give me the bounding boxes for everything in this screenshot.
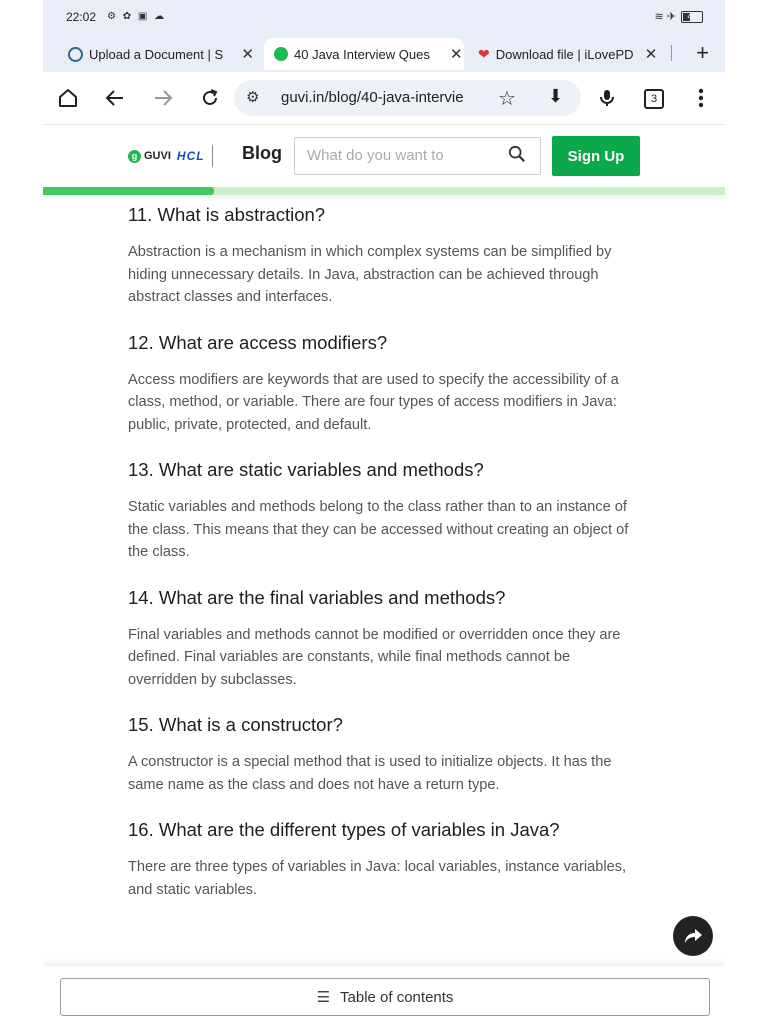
- question-heading: 13. What are static variables and methods?: [128, 459, 484, 480]
- browser-window: [43, 0, 725, 1024]
- notification-icons: ⚙ ✿ ▣ ☁: [107, 11, 167, 22]
- article-content: [128, 202, 638, 922]
- qa-section: [128, 202, 638, 309]
- home-button[interactable]: [56, 86, 80, 110]
- status-time: 22:02: [66, 10, 97, 24]
- battery-level: 40: [687, 11, 697, 21]
- network-icons: ≋ ✈: [654, 11, 676, 23]
- answer-text: A constructor is a special method that is used to initialize objects. It has the same name as the class and does not have a return type.: [128, 754, 612, 793]
- tab-ilovepdf[interactable]: [478, 38, 663, 70]
- guvi-favicon-icon: [274, 47, 288, 61]
- list-icon: ☰: [316, 989, 331, 1006]
- sign-up-button[interactable]: Sign Up: [552, 136, 640, 176]
- tab-java-interview[interactable]: [264, 38, 464, 70]
- menu-button[interactable]: [689, 86, 713, 110]
- hcl-brand: HCL: [176, 149, 205, 163]
- voice-search-button[interactable]: [595, 86, 619, 110]
- forward-button[interactable]: [151, 86, 175, 110]
- back-arrow-icon: [105, 88, 125, 108]
- logo-divider: [212, 145, 213, 167]
- qa-section: [128, 817, 638, 901]
- forward-arrow-icon: [153, 88, 173, 108]
- home-icon: [58, 88, 78, 108]
- browser-toolbar: [43, 72, 725, 125]
- search-placeholder: What do you want to: [307, 147, 444, 164]
- guvi-logo-icon: g: [128, 150, 141, 163]
- question-heading: 12. What are access modifiers?: [128, 331, 388, 353]
- question-heading: 15. What is a constructor?: [128, 714, 343, 735]
- tab-strip: [43, 36, 725, 72]
- microphone-icon: [597, 88, 617, 108]
- heart-favicon-icon: ❤: [478, 45, 490, 62]
- question-heading: 11. What is abstraction?: [128, 204, 326, 225]
- guvi-brand: GUVI: [144, 150, 171, 162]
- answer-text: Access modifiers are keywords that are used to specify the accessibility of a class, method, or variable. There are four types of access modifiers in Java: public, private, protected, and default.: [128, 371, 619, 433]
- site-settings-icon[interactable]: ⚙: [246, 89, 260, 106]
- globe-favicon-icon: [68, 47, 83, 62]
- download-icon[interactable]: ⬇: [548, 86, 564, 106]
- reload-button[interactable]: [198, 86, 222, 110]
- tab-switcher-button[interactable]: 3: [644, 89, 664, 109]
- kebab-menu-icon: [698, 88, 704, 108]
- question-heading: 14. What are the final variables and methods?: [128, 586, 506, 608]
- close-tab-icon[interactable]: ✕: [450, 46, 463, 63]
- qa-section: [128, 712, 638, 796]
- qa-section: [128, 330, 638, 437]
- battery-icon: [681, 11, 703, 23]
- question-heading: 16. What are the different types of variables in Java?: [128, 819, 560, 840]
- guvi-hcl-logo[interactable]: [128, 145, 213, 167]
- close-tab-icon[interactable]: ✕: [644, 46, 658, 63]
- share-icon: [683, 927, 703, 945]
- reading-progress-bar: [43, 187, 725, 195]
- answer-text: Static variables and methods belong to the class rather than to an instance of the class. This means that they can be accessed without creating an object of the class.: [128, 499, 629, 560]
- reading-progress-fill: [43, 187, 214, 195]
- close-tab-icon[interactable]: ✕: [241, 46, 254, 63]
- table-of-contents-button[interactable]: [60, 978, 710, 1016]
- back-button[interactable]: [103, 86, 127, 110]
- answer-text: Final variables and methods cannot be modified or overridden once they are defined. Final variables are constants, while final methods cannot be overridden by subclasses.: [128, 626, 621, 688]
- bottom-bar: [43, 966, 725, 1024]
- blog-link[interactable]: Blog: [242, 143, 282, 163]
- qa-section: [128, 585, 638, 692]
- system-icons: [655, 10, 704, 23]
- site-header: [43, 125, 725, 187]
- tab-title: Upload a Document | S: [89, 46, 224, 62]
- qa-section: [128, 457, 638, 564]
- tab-title: Download file | iLovePD: [495, 46, 634, 62]
- tab-upload-document[interactable]: [68, 38, 254, 70]
- search-icon[interactable]: [508, 145, 526, 163]
- blog-search-input[interactable]: [294, 137, 541, 175]
- new-tab-button[interactable]: +: [696, 40, 709, 65]
- share-button[interactable]: [673, 916, 713, 956]
- answer-text: There are three types of variables in Java: local variables, instance variables, and static variables.: [128, 859, 627, 898]
- address-bar[interactable]: [234, 80, 581, 116]
- reload-icon: [200, 88, 220, 108]
- status-bar: [43, 0, 725, 36]
- tab-separator: [671, 45, 672, 61]
- tab-title: 40 Java Interview Ques: [294, 46, 430, 62]
- answer-text: Abstraction is a mechanism in which complex systems can be simplified by hiding unnecessary details. In Java, abstraction can be achieved through abstract classes and interfaces.: [128, 244, 612, 305]
- toc-label: Table of contents: [340, 988, 454, 1006]
- bookmark-star-icon[interactable]: ☆: [498, 88, 516, 110]
- url-text[interactable]: guvi.in/blog/40-java-intervie: [281, 89, 464, 106]
